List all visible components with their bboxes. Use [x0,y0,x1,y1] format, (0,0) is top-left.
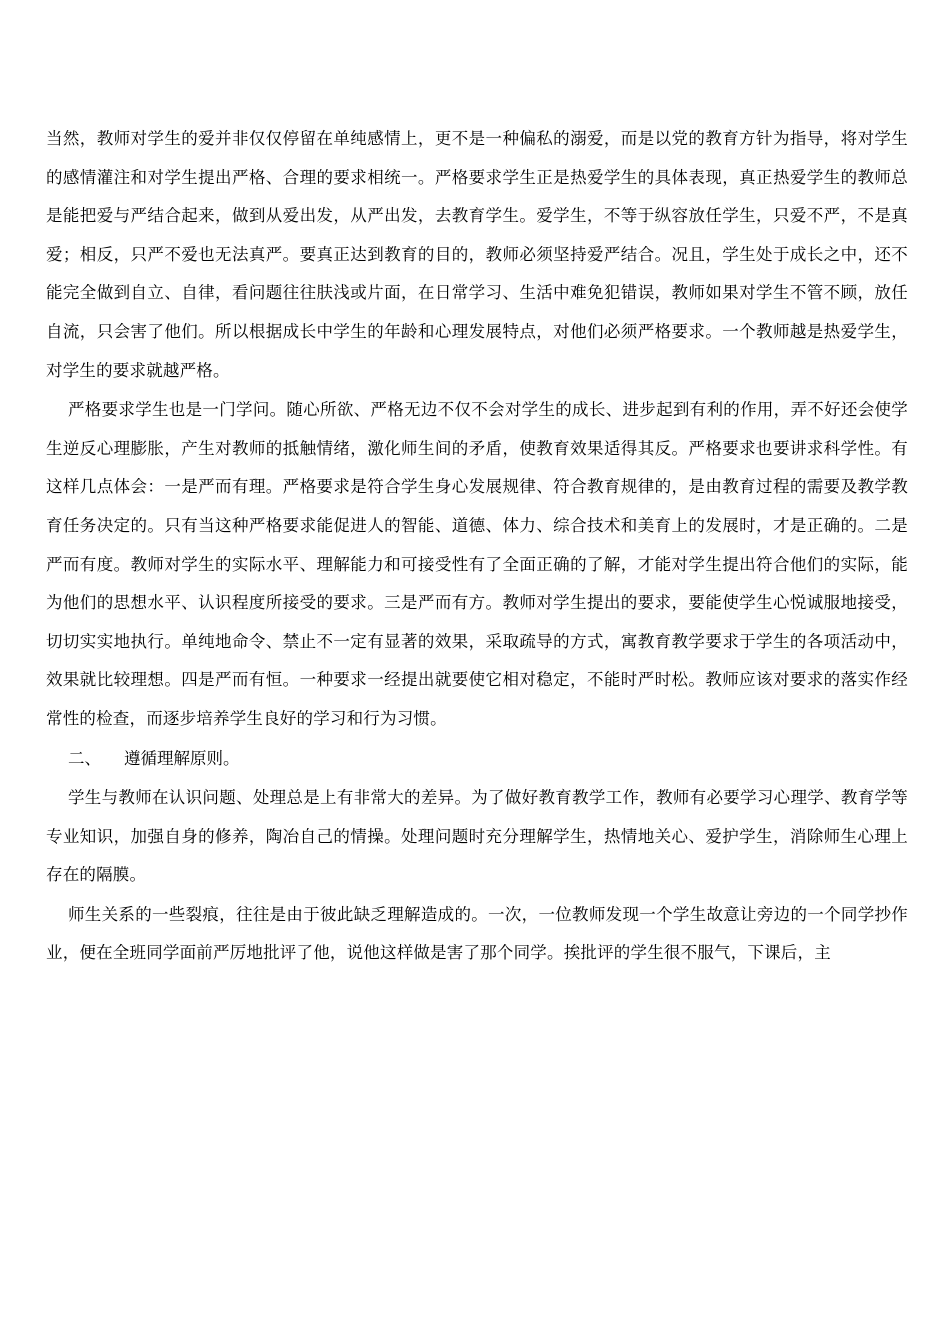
paragraph-love-and-strictness: 当然，教师对学生的爱并非仅仅停留在单纯感情上，更不是一种偏私的溺爱，而是以党的教育方针为指导，将对学生的感情灌注和对学生提出严格、合理的要求相统一。严格要求学生正是热爱学生的具体表现，真正热爱学生的教师总是能把爱与严结合起来，做到从爱出发，从严出发，去教育学生。爱学生，不等于纵容放任学生，只爱不严，不是真爱；相反，只严不爱也无法真严。要真正达到教育的目的，教师必须坚持爱严结合。况且，学生处于成长之中，还不能完全做到自立、自律，看问题往往肤浅或片面，在日常学习、生活中难免犯错误，教师如果对学生不管不顾，放任自流，只会害了他们。所以根据成长中学生的年龄和心理发展特点，对他们必须严格要求。一个教师越是热爱学生，对学生的要求就越严格。 [46,129,908,380]
paragraph-example: 师生关系的一些裂痕，往往是由于彼此缺乏理解造成的。一次，一位教师发现一个学生故意让旁边的一个同学抄作业，便在全班同学面前严厉地批评了他，说他这样做是害了那个同学。挨批评的学生很不服气，下课后，主 [46,904,908,963]
paragraph-strict-requirements: 严格要求学生也是一门学问。随心所欲、严格无边不仅不会对学生的成长、进步起到有利的作用，弄不好还会使学生逆反心理膨胀，产生对教师的抵触情绪，激化师生间的矛盾，使教育效果适得其反。严格要求也要讲求科学性。有这样几点体会：一是严而有理。严格要求是符合学生身心发展规律、符合教育规律的，是由教育过程的需要及教学教育任务决定的。只有当这种严格要求能促进人的智能、道德、体力、综合技术和美育上的发展时，才是正确的。二是严而有度。教师对学生的实际水平、理解能力和可接受性有了全面正确的了解，才能对学生提出符合他们的实际，能为他们的思想水平、认识程度所接受的要求。三是严而有方。教师对学生提出的要求，要能使学生心悦诚服地接受，切切实实地执行。单纯地命令、禁止不一定有显著的效果，采取疏导的方式，寓教育教学要求于学生的各项活动中，效果就比较理想。四是严而有恒。一种要求一经提出就要使它相对稳定，不能时严时松。教师应该对要求的落实作经常性的检查，而逐步培养学生良好的学习和行为习惯。 [46,400,908,728]
document-body [46,120,908,974]
section-heading [46,740,908,779]
section-number: 二、 [68,748,101,768]
paragraph-understanding: 学生与教师在认识问题、处理总是上有非常大的差异。为了做好教育教学工作，教师有必要学习心理学、教育学等专业知识，加强自身的修养，陶冶自己的情操。处理问题时充分理解学生，热情地关心、爱护学生，消除师生心理上存在的隔膜。 [46,788,908,885]
section-title: 遵循理解原则。 [124,748,240,768]
